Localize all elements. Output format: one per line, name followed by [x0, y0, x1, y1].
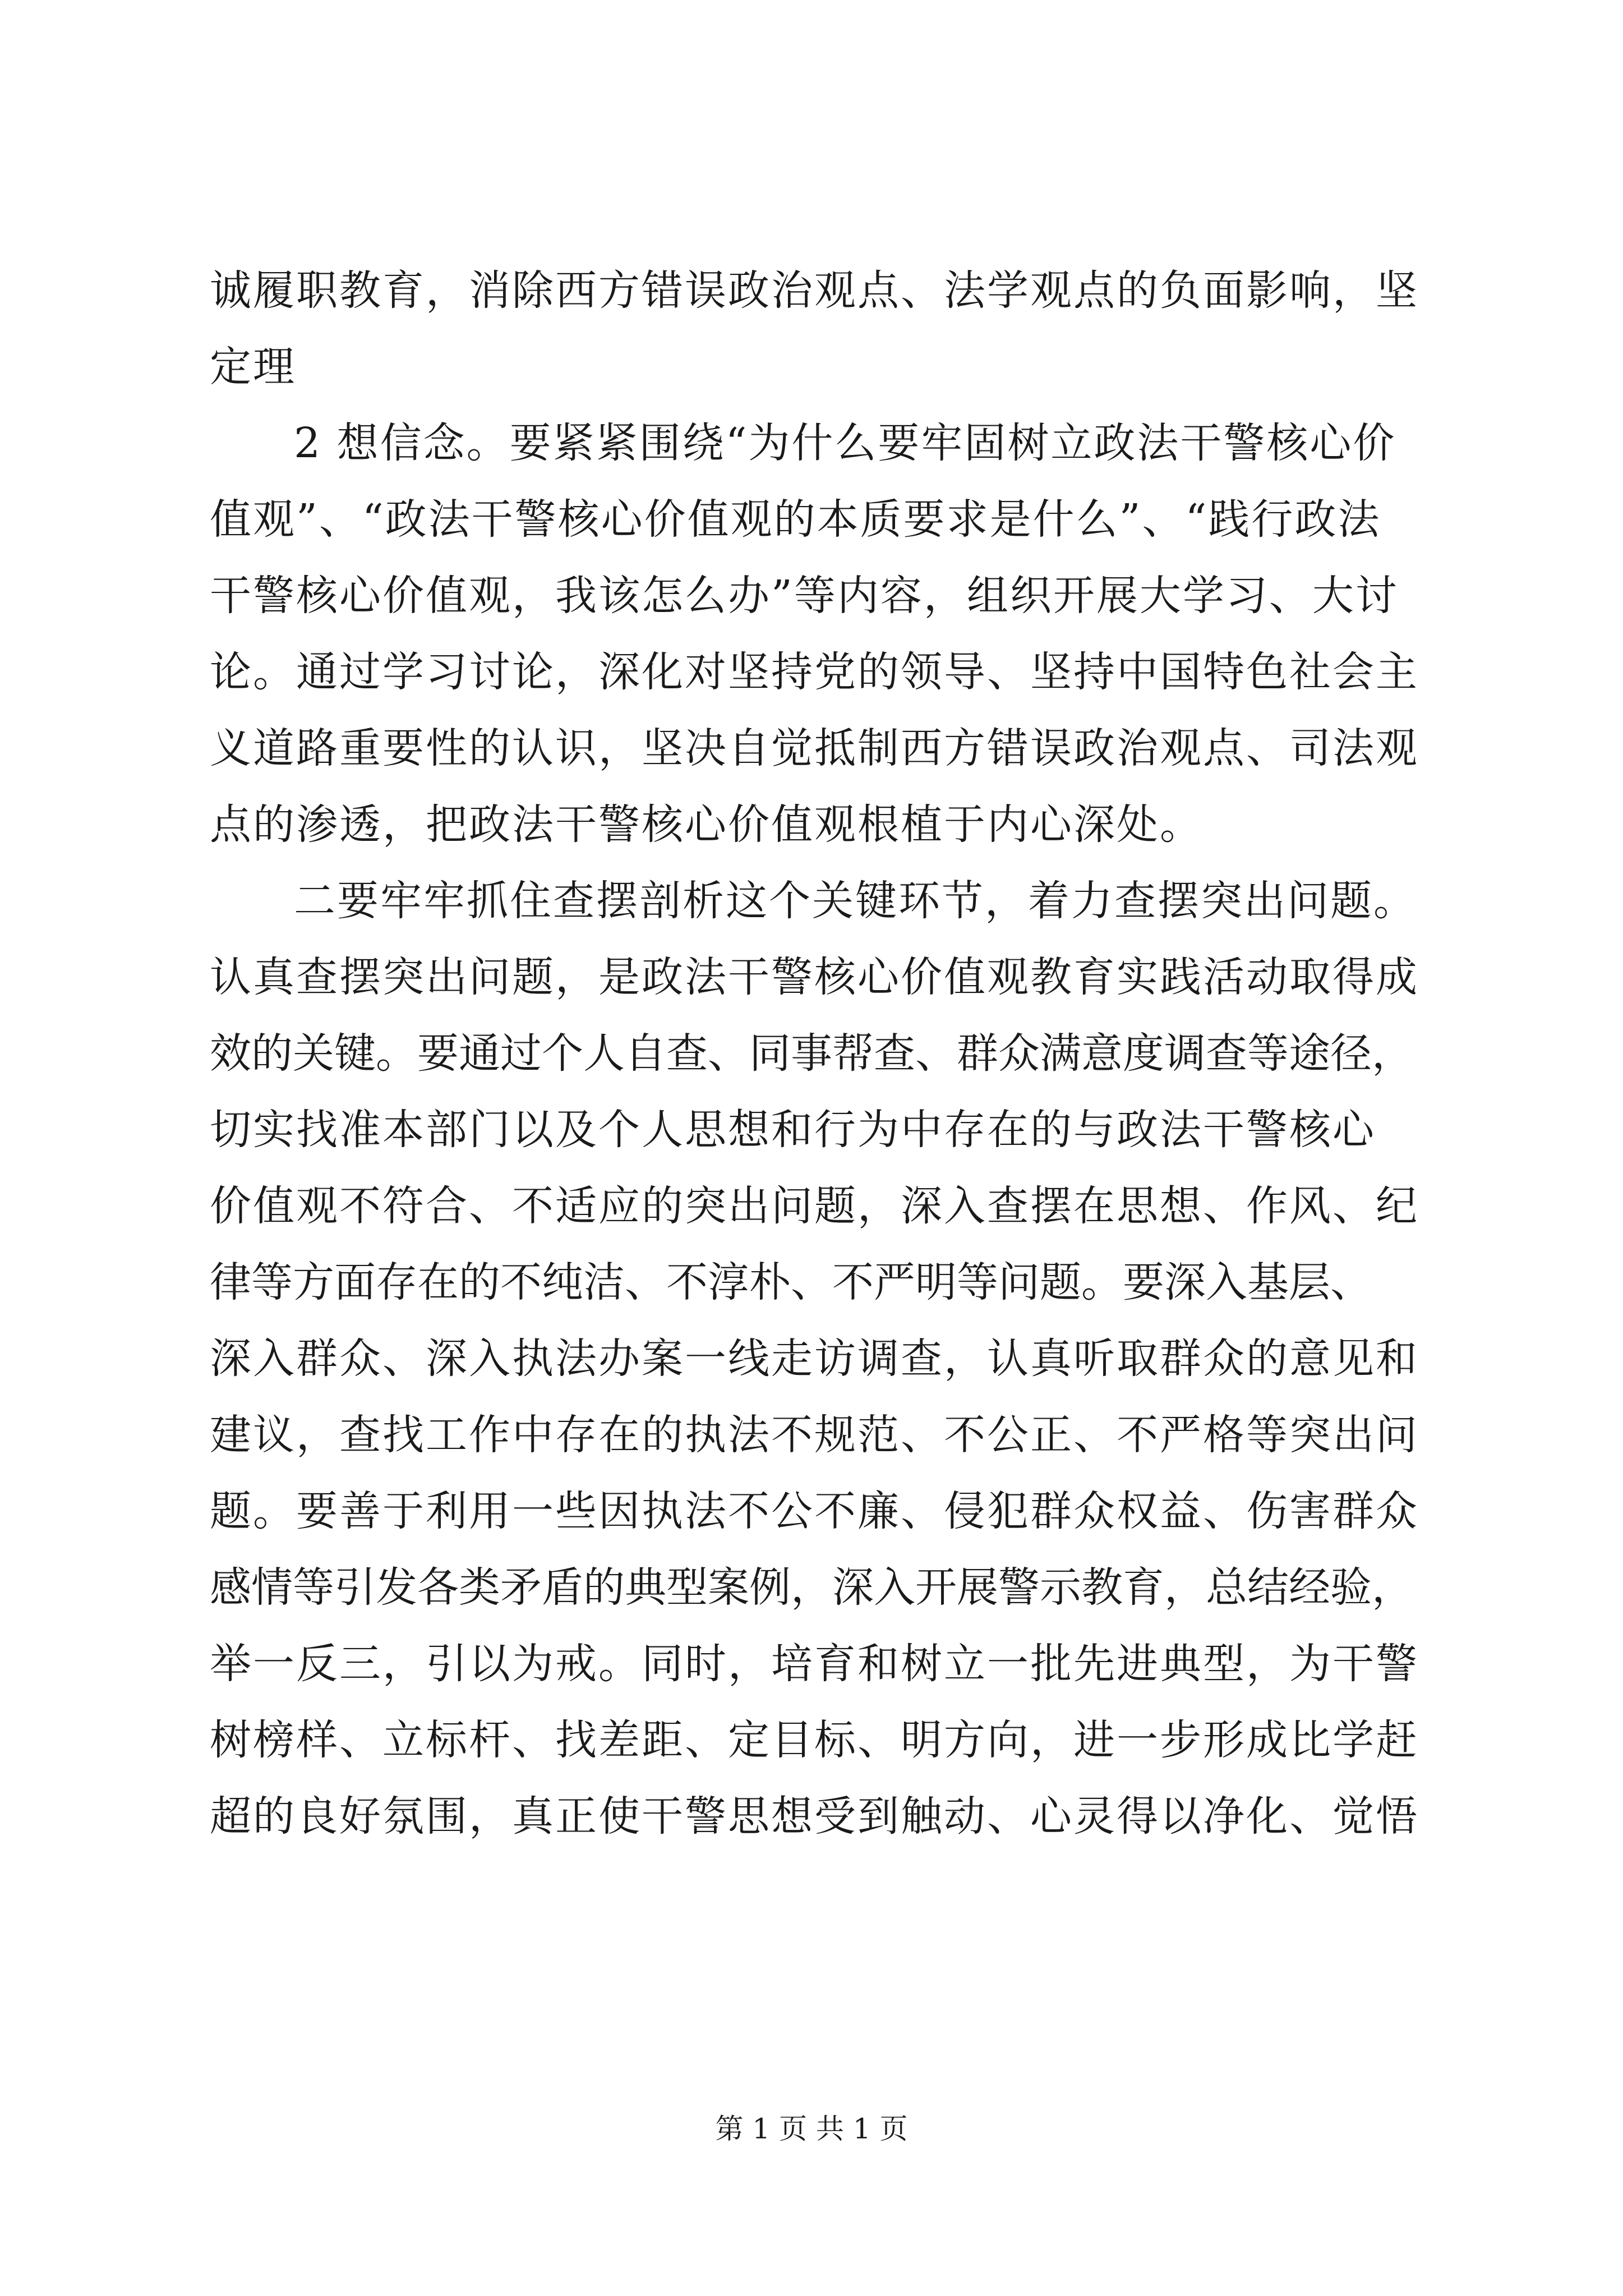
document-body — [210, 252, 1419, 1855]
text-line: 题。要善于利用一些因执法不公不廉、侵犯群众权益、伤害群众 — [210, 1487, 1419, 1535]
text-line: 值观”、“政法干警核心价值观的本质要求是什么”、“践行政法 — [210, 495, 1381, 544]
text-line: 诚履职教育，消除西方错误政治观点、法学观点的负面影响，坚 — [210, 266, 1419, 315]
text-line: 价值观不符合、不适应的突出问题，深入查摆在思想、作风、纪 — [210, 1182, 1419, 1230]
paragraph-start-line: 二要牢牢抓住查摆剖析这个关键环节，着力查摆突出问题。 — [294, 877, 1417, 925]
text-line: 干警核心价值观，我该怎么办”等内容，组织开展大学习、大讨 — [210, 572, 1399, 620]
page-footer — [0, 2109, 1623, 2148]
text-line: 效的关键。要通过个人自查、同事帮查、群众满意度调查等途径， — [210, 1029, 1413, 1078]
text-line: 感情等引发各类矛盾的典型案例，深入开展警示教育，总结经验， — [210, 1563, 1413, 1612]
text-line: 超的良好氛围，真正使干警思想受到触动、心灵得以净化、觉悟 — [210, 1792, 1419, 1841]
text-line: 律等方面存在的不纯洁、不淳朴、不严明等问题。要深入基层、 — [210, 1258, 1372, 1306]
text-line: 树榜样、立标杆、找差距、定目标、明方向，进一步形成比学赶 — [210, 1716, 1419, 1764]
text-line: 论。通过学习讨论，深化对坚持党的领导、坚持中国特色社会主 — [210, 648, 1419, 696]
paragraph-start-line: 2 想信念。要紧紧围绕“为什么要牢固树立政法干警核心价 — [294, 419, 1396, 467]
text-line: 建议，查找工作中存在的执法不规范、不公正、不严格等突出问 — [210, 1411, 1419, 1459]
text-line: 认真查摆突出问题，是政法干警核心价值观教育实践活动取得成 — [210, 953, 1419, 1001]
text-line: 举一反三，引以为戒。同时，培育和树立一批先进典型，为干警 — [210, 1640, 1419, 1688]
text-line: 切实找准本部门以及个人思想和行为中存在的与政法干警核心 — [210, 1106, 1376, 1154]
text-line: 义道路重要性的认识，坚决自觉抵制西方错误政治观点、司法观 — [210, 724, 1419, 772]
text-line: 点的渗透，把政法干警核心价值观根植于内心深处。 — [210, 800, 1203, 849]
text-line: 深入群众、深入执法办案一线走访调查，认真听取群众的意见和 — [210, 1335, 1419, 1383]
text-line: 定理 — [210, 343, 296, 391]
page-number-label: 第 1 页 共 1 页 — [715, 2113, 908, 2145]
